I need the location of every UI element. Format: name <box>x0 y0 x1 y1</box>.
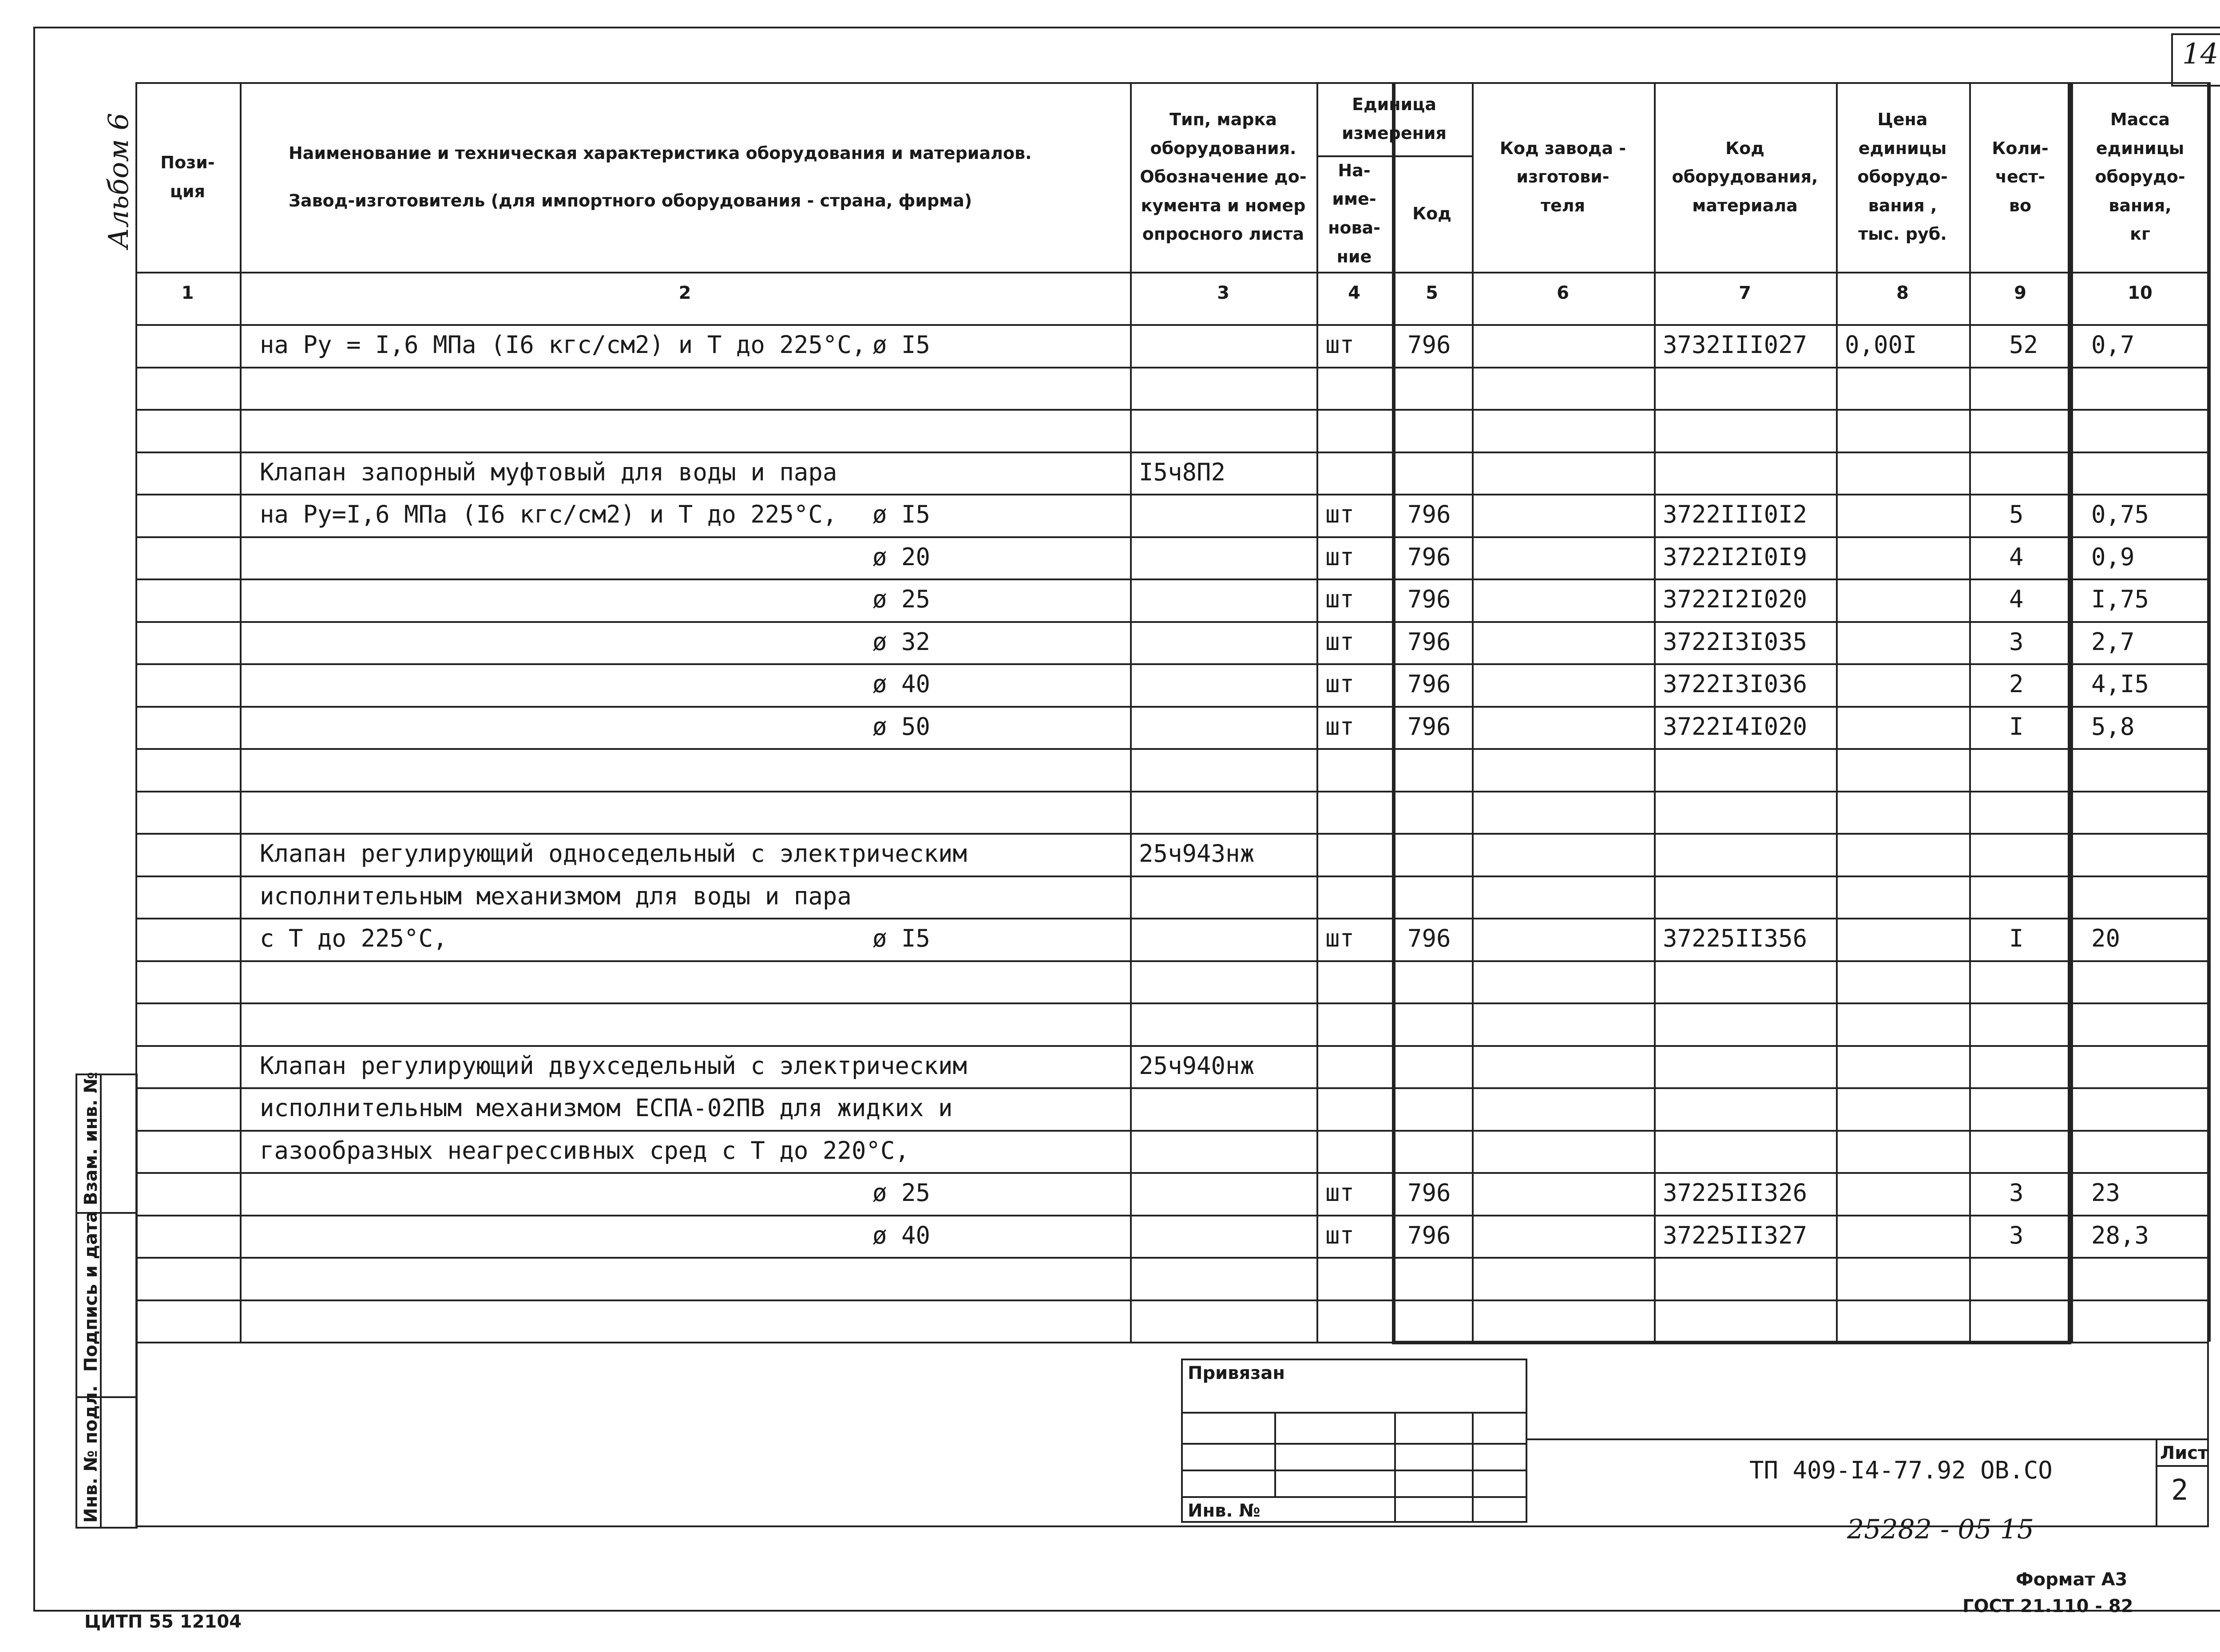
handwritten-number: 25282 - 05 15 <box>1847 1514 2034 1545</box>
privyazan-divider <box>1472 1412 1474 1523</box>
row-mass: 2,7 <box>2091 627 2135 656</box>
row-diameter: ø 32 <box>872 627 931 656</box>
side-label-vzam: Взам. инв. № <box>81 1072 101 1205</box>
column-number-4: 4 <box>1348 283 1360 303</box>
row-qty: 2 <box>2009 670 2024 698</box>
row-code: 796 <box>1407 924 1451 952</box>
row-diameter: ø 20 <box>872 543 931 571</box>
row-unit: шт <box>1325 627 1355 656</box>
row-equip: 37225II356 <box>1663 924 1808 952</box>
row-equip: 3722I2I0I9 <box>1663 543 1808 571</box>
row-mass: 28,3 <box>2091 1221 2149 1249</box>
row-name: исполнительным механизмом ЕСПА-02ПВ для жидких и <box>260 1094 953 1122</box>
row-diameter: ø 50 <box>872 712 931 741</box>
row-type: I5ч8П2 <box>1139 458 1226 486</box>
row-equip: 3722I2I020 <box>1663 585 1808 613</box>
column-number-8: 8 <box>1896 283 1909 303</box>
row-name: с Т до 225°С, <box>260 924 448 952</box>
row-price: 0,00I <box>1845 331 1917 359</box>
row-equip: 37225II327 <box>1663 1221 1808 1249</box>
row-qty: I <box>2009 924 2024 952</box>
row-equip: 3722I4I020 <box>1663 712 1808 741</box>
row-mass: I,75 <box>2091 585 2149 613</box>
side-label-inv: Инв. № подл. <box>81 1385 101 1523</box>
format-label: Формат А3 <box>2016 1569 2128 1590</box>
row-name: Клапан регулирующий двухседельный с электрическим <box>260 1051 967 1080</box>
side-label-podpis: Подпись и дата <box>81 1210 101 1372</box>
row-equip: 3722I3I035 <box>1663 627 1808 656</box>
row-mass: 0,75 <box>2091 500 2149 528</box>
column-number-9: 9 <box>2014 283 2026 303</box>
row-qty: 5 <box>2009 500 2024 528</box>
sheet-box-rule <box>2156 1465 2209 1467</box>
column-header-3: Тип, марка оборудования. Обозначение до- кумента и номер опросного листа <box>1140 110 1307 244</box>
column-number-10: 10 <box>2128 283 2153 303</box>
citp-label: ЦИТП 55 12104 <box>84 1612 242 1632</box>
column-number-2: 2 <box>678 283 691 303</box>
sheet-value: 2 <box>2171 1474 2188 1507</box>
privyazan-divider <box>1274 1412 1276 1496</box>
title-block-rule <box>1527 1438 2209 1440</box>
row-code: 796 <box>1407 1221 1451 1249</box>
column-number-3: 3 <box>1217 283 1229 303</box>
row-qty: 4 <box>2009 543 2024 571</box>
row-diameter: ø 25 <box>872 585 931 613</box>
column-header-4: На- име- нова- ние <box>1328 160 1380 266</box>
row-diameter: ø I5 <box>872 500 931 528</box>
gost-label: ГОСТ 21.110 - 82 <box>1962 1596 2133 1616</box>
row-code: 796 <box>1407 670 1451 698</box>
row-diameter: ø I5 <box>872 924 931 952</box>
row-mass: 23 <box>2091 1179 2121 1207</box>
column-header-9: Коли- чест- во <box>1992 138 2049 215</box>
column-number-1: 1 <box>181 283 194 303</box>
row-type: 25ч943нж <box>1139 840 1255 868</box>
album-label: Альбом 6 <box>102 113 135 249</box>
privyazan-rule <box>1181 1496 1527 1498</box>
row-code: 796 <box>1407 1179 1451 1207</box>
unit-group-header: Единица измерения <box>1342 94 1447 143</box>
row-code: 796 <box>1407 585 1451 613</box>
row-mass: 0,9 <box>2091 543 2135 571</box>
row-qty: 3 <box>2009 1179 2024 1207</box>
row-mass: 4,I5 <box>2091 670 2149 698</box>
row-qty: 52 <box>2009 331 2038 359</box>
row-qty: 3 <box>2009 627 2024 656</box>
row-mass: 5,8 <box>2091 712 2135 741</box>
row-unit: шт <box>1325 500 1355 528</box>
row-unit: шт <box>1325 1221 1355 1249</box>
row-equip: 3722I3I036 <box>1663 670 1808 698</box>
row-type: 25ч940нж <box>1139 1051 1255 1080</box>
column-header-8: Цена единицы оборудо- вания , тыс. руб. <box>1857 110 1948 244</box>
row-unit: шт <box>1325 331 1355 359</box>
row-equip: 37225II326 <box>1663 1179 1808 1207</box>
row-code: 796 <box>1407 331 1451 359</box>
privyazan-rule <box>1181 1443 1527 1445</box>
row-code: 796 <box>1407 500 1451 528</box>
row-unit: шт <box>1325 924 1355 952</box>
row-name: на Ру = I,6 МПа (I6 кгс/см2) и Т до 225°С, <box>260 331 866 359</box>
row-mass: 0,7 <box>2091 331 2135 359</box>
column-number-6: 6 <box>1557 283 1569 303</box>
column-header-5: Код <box>1412 203 1451 223</box>
row-unit: шт <box>1325 543 1355 571</box>
row-qty: 3 <box>2009 1221 2024 1249</box>
row-qty: I <box>2009 712 2024 741</box>
row-code: 796 <box>1407 543 1451 571</box>
privyazan-rule <box>1181 1470 1527 1471</box>
row-name: Клапан запорный муфтовый для воды и пара <box>260 458 837 486</box>
row-name: Клапан регулирующий односедельный с электрическим <box>260 840 967 868</box>
privyazan-divider <box>1394 1412 1396 1523</box>
column-divider <box>2209 82 2211 1342</box>
row-name: газообразных неагрессивных сред с Т до 220°С, <box>260 1136 909 1165</box>
row-unit: шт <box>1325 585 1355 613</box>
page-number: 14 <box>2182 38 2219 71</box>
row-diameter: ø 25 <box>872 1179 931 1207</box>
row-unit: шт <box>1325 670 1355 698</box>
privyazan-label: Привязан <box>1188 1363 1285 1383</box>
inv-no-label: Инв. № <box>1188 1501 1261 1521</box>
column-number-7: 7 <box>1739 283 1751 303</box>
row-unit: шт <box>1325 1179 1355 1207</box>
column-header-6: Код завода - изготови- теля <box>1499 138 1626 215</box>
row-diameter: ø 40 <box>872 1221 931 1249</box>
row-code: 796 <box>1407 627 1451 656</box>
row-name: на Ру=I,6 МПа (I6 кгс/см2) и Т до 225°С, <box>260 500 837 528</box>
row-equip: 3722III0I2 <box>1663 500 1808 528</box>
row-code: 796 <box>1407 712 1451 741</box>
column-header-7: Код оборудования, материала <box>1672 138 1818 215</box>
sheet-label: Лист <box>2160 1443 2208 1463</box>
column-header-2: Наименование и техническая характеристика оборудования и материалов. Завод-изготовитель (для импортного оборудования - страна, фирма) <box>289 143 1032 210</box>
row-diameter: ø 40 <box>872 670 931 698</box>
row-name: исполнительным механизмом для воды и пара <box>260 882 852 910</box>
row-diameter: ø I5 <box>872 331 931 359</box>
row-equip: 3732III027 <box>1663 331 1808 359</box>
document-designation: ТП 409-I4-77.92 ОВ.СО <box>1749 1456 2053 1484</box>
privyazan-rule <box>1181 1412 1527 1414</box>
column-number-5: 5 <box>1426 283 1438 303</box>
row-unit: шт <box>1325 712 1355 741</box>
row-mass: 20 <box>2091 924 2121 952</box>
row-qty: 4 <box>2009 585 2024 613</box>
column-header-1: Пози- ция <box>160 152 215 201</box>
column-header-10: Масса единицы оборудо- вания, кг <box>2095 110 2185 244</box>
